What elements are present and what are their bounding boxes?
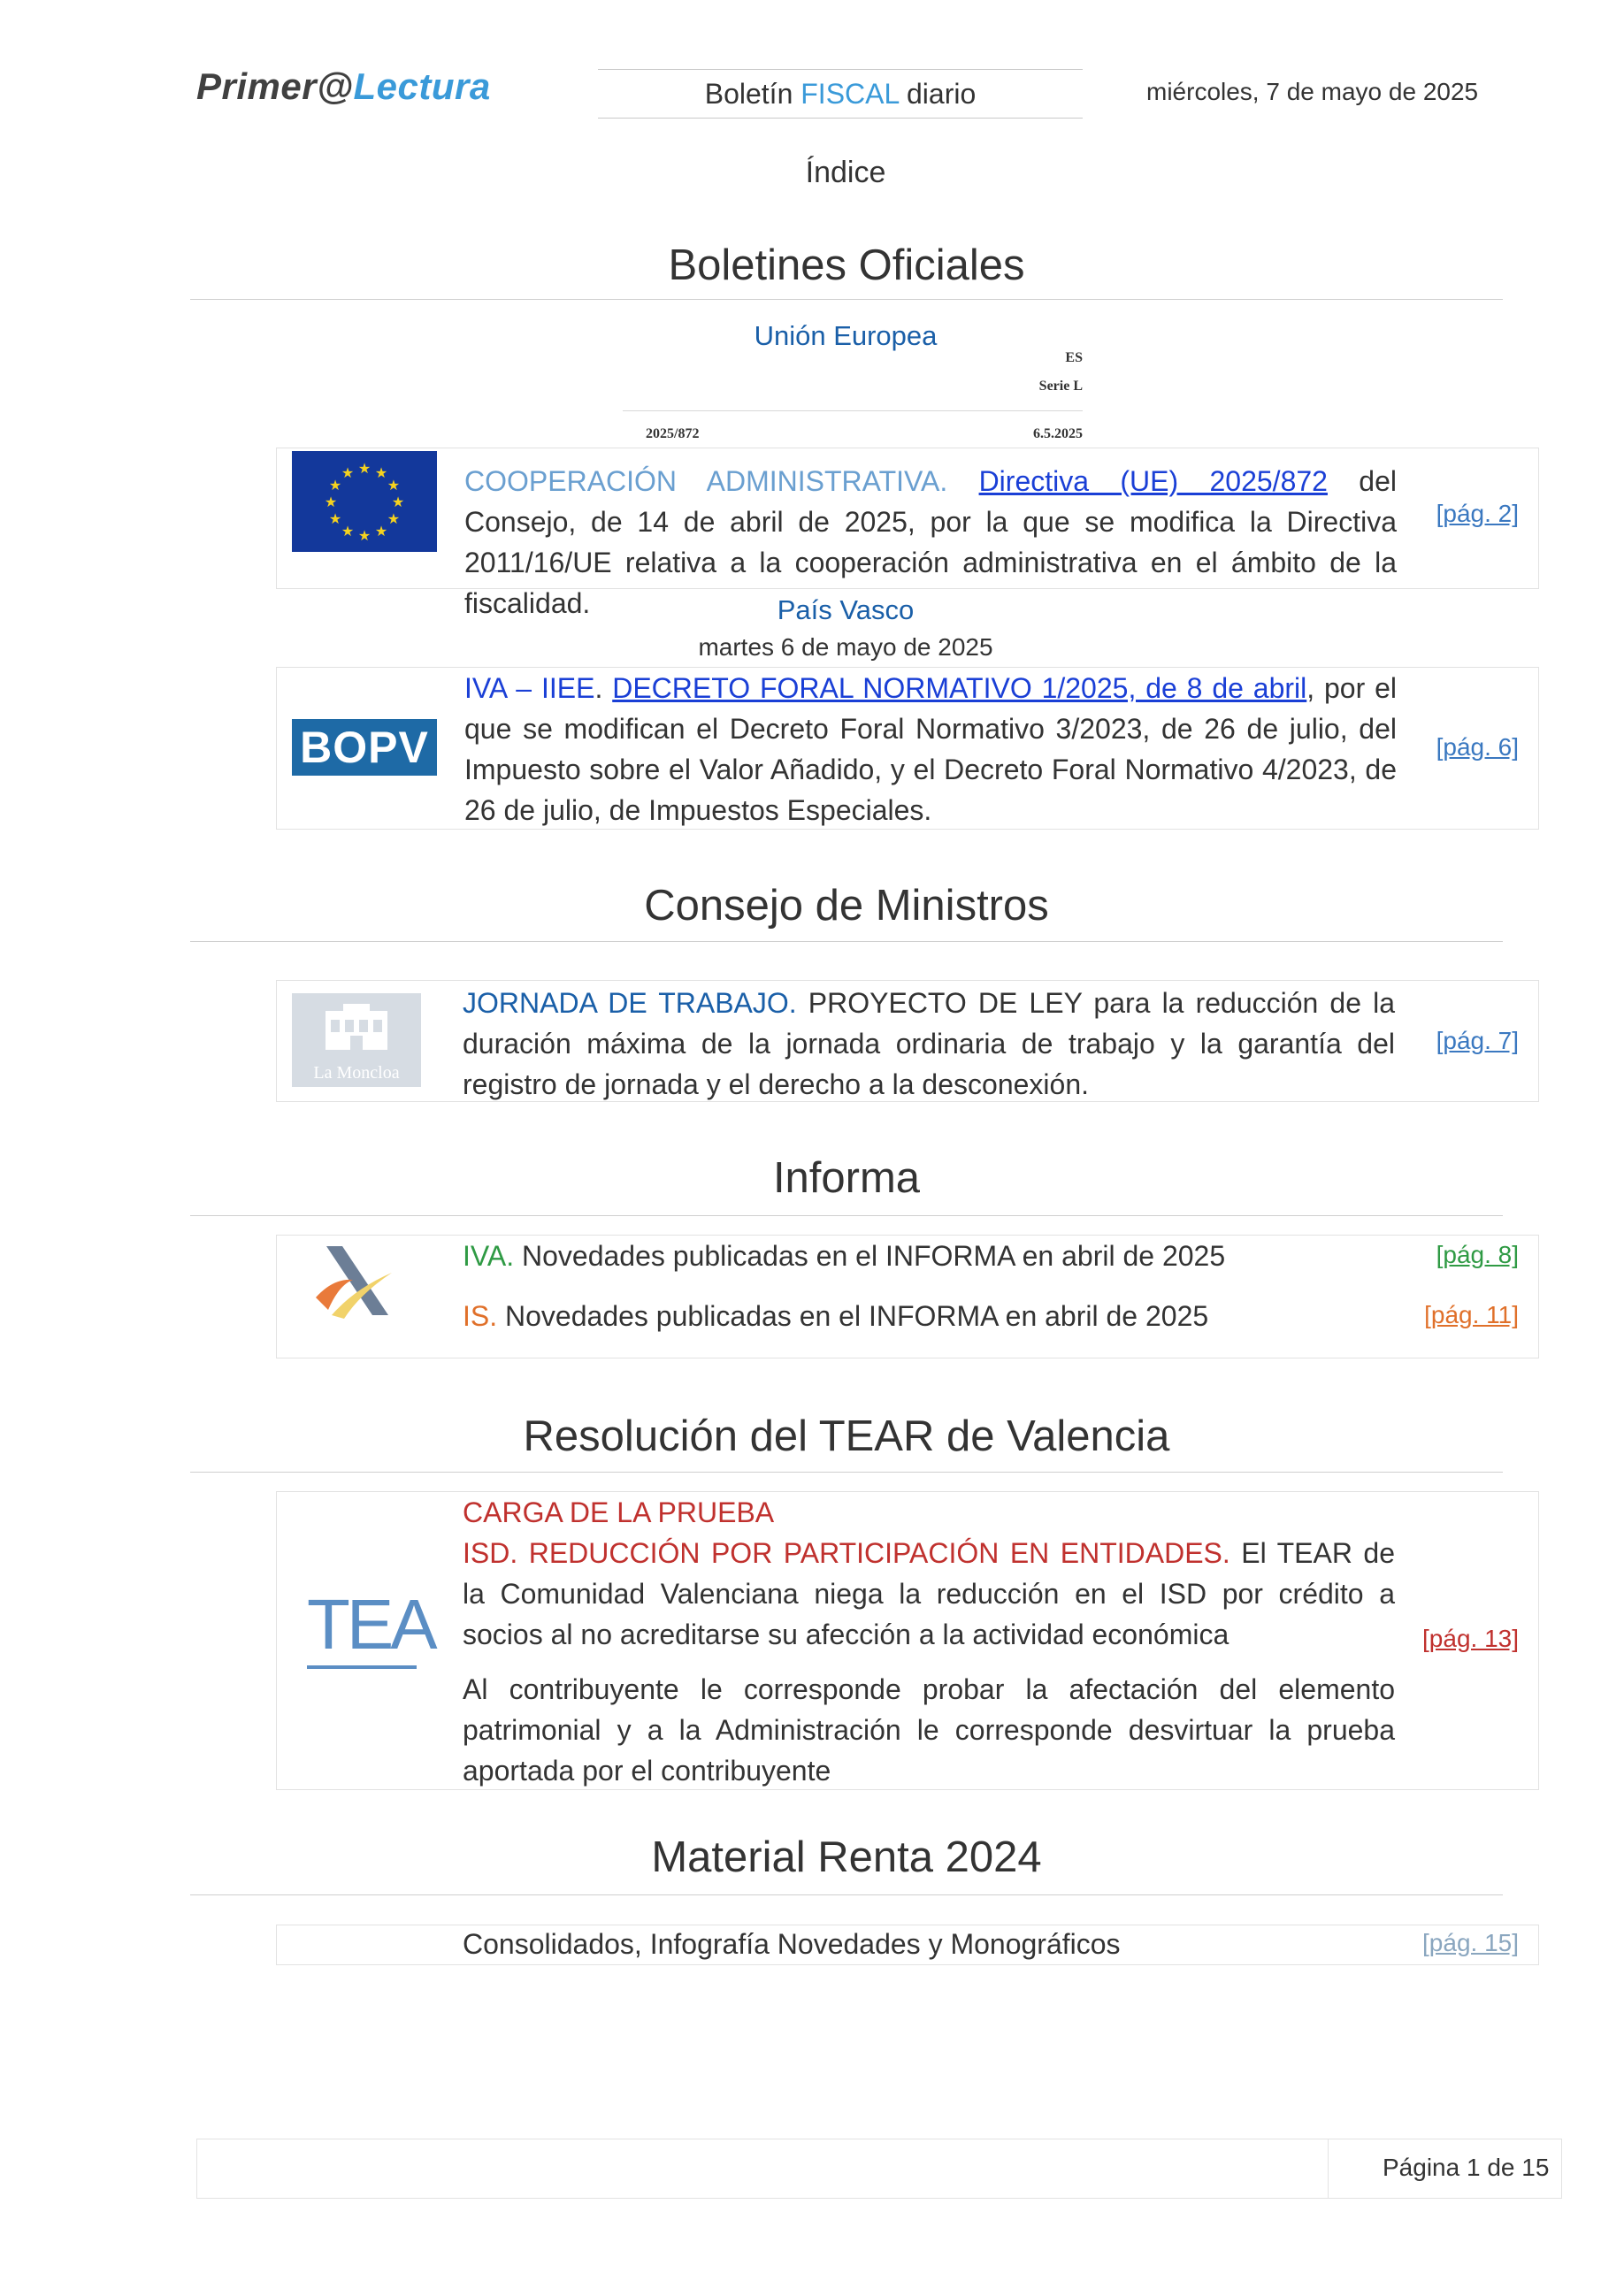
- informa-item-is: [463, 1296, 1395, 1336]
- section-divider: [190, 299, 1503, 300]
- entry-description: PROYECTO DE LEY para la reducción de la duración máxima de la jornada ordinaria de trabajo y la garantía del registro de jornada y el derecho a la desconexión.: [463, 987, 1396, 1100]
- entry-tear: [276, 1491, 1539, 1790]
- primera-lectura-logo: [196, 65, 491, 108]
- page-link[interactable]: [pág. 15]: [1422, 1929, 1519, 1956]
- bulletin-suffix: diario: [906, 78, 977, 110]
- entry-description: , por el que se modifican el Decreto Foral Normativo 3/2023, de 26 de julio, del Impuesto sobre el Valor Añadido, y el Decreto Foral Normativo 4/2023, de 26 de julio, de Impuestos Especiales.: [464, 672, 1398, 826]
- eu-star: ★: [387, 478, 401, 494]
- index-title: Índice: [805, 156, 886, 189]
- section-divider: [190, 1215, 1503, 1216]
- informa-item-iva: [463, 1236, 1395, 1276]
- entry-description: del Consejo, de 14 de abril de 2025, por la que se modifica la Directiva 2011/16/UE relativa a la cooperación administrativa en el ámbito de la fiscalidad.: [464, 465, 1397, 619]
- page-link-iva[interactable]: [pág. 8]: [1436, 1241, 1519, 1268]
- bulletin-fiscal: FISCAL: [801, 78, 900, 110]
- tea-logo-icon: [307, 1584, 434, 1672]
- entry-category: JORNADA DE TRABAJO.: [463, 987, 797, 1019]
- entry-informa: [276, 1235, 1539, 1358]
- entry-category: IS.: [463, 1300, 498, 1332]
- header-date: miércoles, 7 de mayo de 2025: [1146, 78, 1479, 105]
- oj-rule: [623, 410, 1083, 411]
- eu-star: ★: [324, 495, 338, 510]
- footer-divider: [1328, 2139, 1329, 2198]
- eu-star: ★: [328, 478, 342, 494]
- entry-category: COOPERACIÓN ADMINISTRATIVA.: [464, 465, 948, 497]
- section-divider: [190, 941, 1503, 942]
- oj-language: ES: [1065, 350, 1083, 365]
- category-separator: .: [594, 672, 613, 704]
- entry-category: IVA.: [463, 1240, 515, 1272]
- entry-category: ISD. REDUCCIÓN POR PARTICIPACIÓN EN ENTIDADES.: [463, 1537, 1230, 1569]
- entry-description: El TEAR de la Comunidad Valenciana niega la reducción en el ISD por crédito a socios al no acreditarse su afección a la actividad económica: [463, 1537, 1395, 1650]
- entry-text: [463, 983, 1395, 1105]
- entry-category: IVA – IIEE: [464, 672, 595, 704]
- entry-description: Consolidados, Infografía Novedades y Monográficos: [463, 1928, 1121, 1960]
- subtitle-pais-vasco: País Vasco: [777, 594, 915, 625]
- entry-text: [463, 1492, 1395, 1791]
- bulletin-prefix: Boletín: [704, 78, 793, 110]
- eu-star: ★: [341, 524, 355, 540]
- entry-summary: Al contribuyente le corresponde probar la afectación del elemento patrimonial y a la Administración le corresponde desvirtuar la prueba aportada por el contribuyente: [463, 1673, 1395, 1787]
- entry-consejo-jornada: [276, 980, 1539, 1102]
- directiva-link[interactable]: Directiva (UE) 2025/872: [978, 465, 1328, 497]
- bulletin-title: [598, 69, 1083, 119]
- aeat-mark: [307, 1239, 395, 1324]
- entry-renta: [276, 1925, 1539, 1965]
- page-link[interactable]: [pág. 2]: [1436, 500, 1519, 527]
- aeat-logo-icon: [307, 1239, 395, 1324]
- section-title-renta: Material Renta 2024: [651, 1833, 1042, 1881]
- official-journal-header: [623, 350, 1083, 448]
- eu-star: ★: [341, 466, 355, 482]
- entry-topic: CARGA DE LA PRUEBA: [463, 1496, 775, 1528]
- entry-bopv-decreto: [276, 667, 1539, 830]
- eu-star: ★: [328, 512, 342, 527]
- logo-primera: Primer@: [196, 65, 354, 107]
- entry-description: Novedades publicadas en el INFORMA en abril de 2025: [497, 1300, 1209, 1332]
- moncloa-logo-icon: [292, 993, 421, 1087]
- eu-flag-icon: [292, 451, 437, 552]
- page-link-is[interactable]: [pág. 11]: [1424, 1301, 1519, 1328]
- entry-text: [464, 668, 1397, 830]
- page-link[interactable]: [pág. 6]: [1436, 733, 1519, 761]
- entry-description: Novedades publicadas en el INFORMA en abril de 2025: [514, 1240, 1226, 1272]
- page-footer: [196, 2139, 1562, 2199]
- eu-star: ★: [357, 529, 372, 544]
- page-link[interactable]: [pág. 7]: [1436, 1027, 1519, 1054]
- section-title-informa: Informa: [772, 1154, 921, 1202]
- eu-star: ★: [391, 495, 405, 510]
- section-title-boletines: Boletines Oficiales: [668, 241, 1025, 289]
- eu-stars: [292, 451, 437, 552]
- moncloa-building-icon: [292, 993, 421, 1064]
- section-title-consejo: Consejo de Ministros: [644, 882, 1049, 930]
- section-divider: [190, 1894, 1503, 1895]
- moncloa-label: La Moncloa: [313, 1063, 400, 1083]
- decreto-foral-link[interactable]: DECRETO FORAL NORMATIVO 1/2025, de 8 de abril: [612, 672, 1307, 704]
- oj-number: 2025/872: [646, 426, 700, 441]
- pais-vasco-date: martes 6 de mayo de 2025: [698, 633, 993, 661]
- oj-date: 6.5.2025: [1033, 426, 1083, 441]
- tea-logo-text: TEA: [307, 1585, 434, 1664]
- logo-lectura: Lectura: [353, 65, 491, 107]
- eu-star: ★: [387, 512, 401, 527]
- page-link[interactable]: [pág. 13]: [1422, 1625, 1519, 1652]
- eu-star: ★: [357, 462, 372, 477]
- bopv-logo-icon: BOPV: [292, 719, 437, 776]
- eu-star: ★: [374, 524, 388, 540]
- tea-underline: [307, 1665, 417, 1669]
- section-divider: [190, 1472, 1503, 1473]
- section-title-tear: Resolución del TEAR de Valencia: [523, 1412, 1170, 1460]
- oj-series: Serie L: [1038, 379, 1083, 394]
- subtitle-union-europea: Unión Europea: [754, 320, 938, 351]
- page-number: Página 1 de 15: [1383, 2154, 1550, 2181]
- eu-star: ★: [374, 466, 388, 482]
